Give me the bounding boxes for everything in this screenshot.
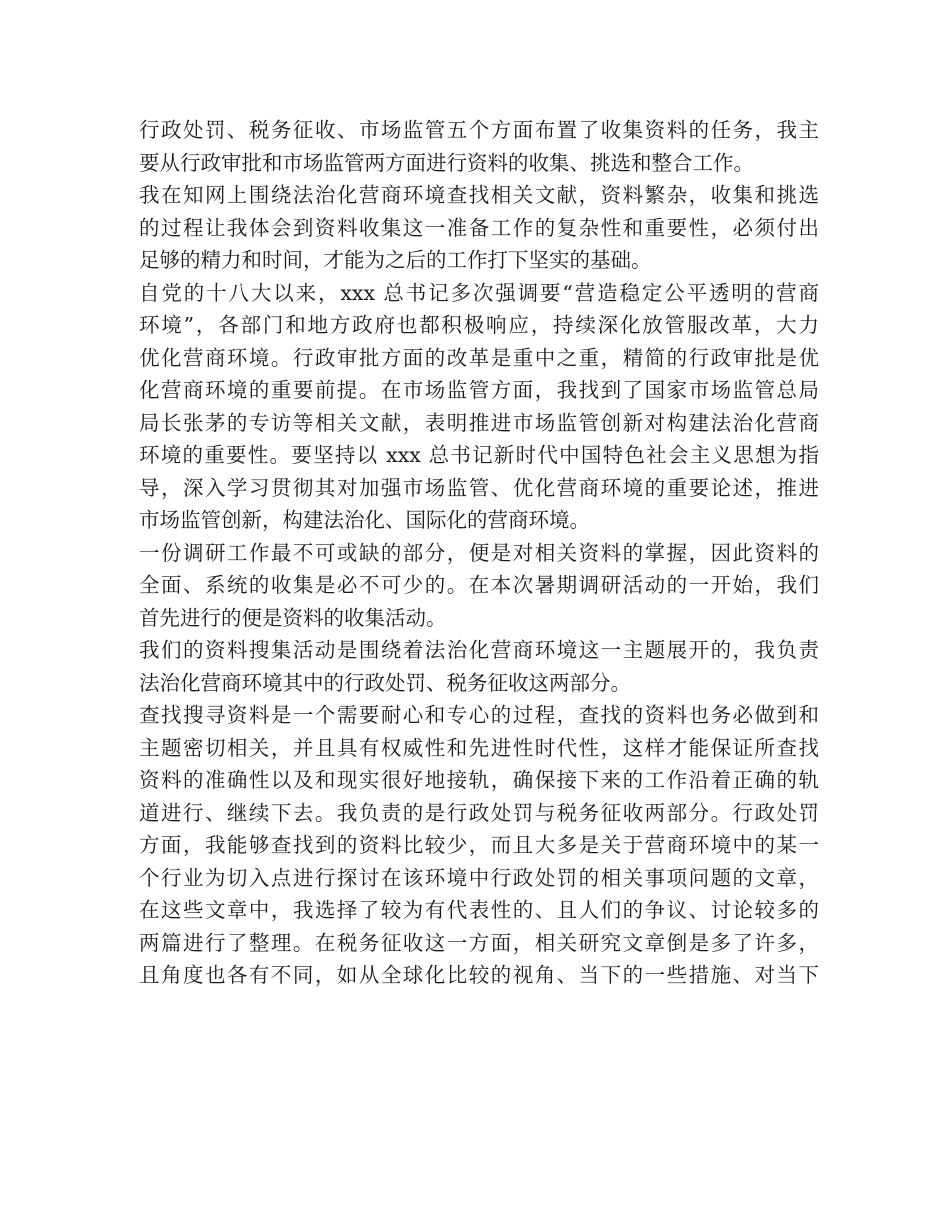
text-line: 个行业为切入点进行探讨在该环境中行政处罚的相关事项问题的文章， [139, 865, 819, 890]
text-line: 要从行政审批和市场监管两方面进行资料的收集、挑选和整合工作。 [139, 150, 754, 175]
text-line: 市场监管创新，构建法治化、国际化的营商环境。 [139, 508, 590, 532]
text-line: 主题密切相关，并且具有权威性和先进性时代性，这样才能保证所查找 [139, 735, 819, 760]
text-line: 导，深入学习贯彻其对加强市场监管、优化营商环境的重要论述，推进 [139, 475, 819, 500]
text-line: 自党的十八大以来，xxx 总书记多次强调要“营造稳定公平透明的营商 [139, 280, 819, 305]
text-line: 首先进行的便是资料的收集活动。 [139, 605, 447, 630]
document-body [139, 114, 819, 992]
text-line: 我们的资料搜集活动是围绕着法治化营商环境这一主题展开的，我负责 [139, 638, 819, 662]
text-line: 的过程让我体会到资料收集这一准备工作的复杂性和重要性，必须付出 [139, 215, 819, 240]
text-line: 我在知网上围绕法治化营商环境查找相关文献，资料繁杂，收集和挑选 [139, 183, 819, 207]
paragraph-2 [139, 179, 819, 277]
paragraph-6 [139, 699, 819, 992]
text-line: 环境”，各部门和地方政府也都积极响应，持续深化放管服改革，大力 [139, 313, 819, 337]
text-line: 查找搜寻资料是一个需要耐心和专心的过程，查找的资料也务必做到和 [139, 703, 819, 727]
paragraph-1 [139, 114, 819, 179]
text-line: 一份调研工作最不可或缺的部分，便是对相关资料的掌握，因此资料的 [139, 540, 819, 565]
paragraph-5 [139, 634, 819, 699]
text-line: 资料的准确性以及和现实很好地接轨，确保接下来的工作沿着正确的轨 [139, 768, 819, 792]
paragraph-4 [139, 537, 819, 635]
text-line: 局长张茅的专访等相关文献，表明推进市场监管创新对构建法治化营商 [139, 410, 819, 435]
text-line: 环境的重要性。要坚持以 xxx 总书记新时代中国特色社会主义思想为指 [139, 443, 819, 467]
text-line: 且角度也各有不同，如从全球化比较的视角、当下的一些措施、对当下 [139, 963, 819, 987]
text-line: 法治化营商环境其中的行政处罚、税务征收这两部分。 [139, 670, 631, 695]
text-line: 行政处罚、税务征收、市场监管五个方面布置了收集资料的任务，我主 [139, 118, 819, 142]
text-line: 足够的精力和时间，才能为之后的工作打下坚实的基础。 [139, 248, 652, 272]
text-line: 化营商环境的重要前提。在市场监管方面，我找到了国家市场监管总局 [139, 378, 819, 402]
text-line: 优化营商环境。行政审批方面的改革是重中之重，精简的行政审批是优 [139, 345, 819, 370]
text-line: 道进行、继续下去。我负责的是行政处罚与税务征收两部分。行政处罚 [139, 800, 819, 825]
paragraph-3 [139, 277, 819, 537]
text-line: 在这些文章中，我选择了较为有代表性的、且人们的争议、讨论较多的 [139, 898, 819, 922]
text-line: 全面、系统的收集是必不可少的。在本次暑期调研活动的一开始，我们 [139, 573, 819, 597]
text-line: 两篇进行了整理。在税务征收这一方面，相关研究文章倒是多了许多， [139, 930, 819, 955]
text-line: 方面，我能够查找到的资料比较少，而且大多是关于营商环境中的某一 [139, 833, 819, 857]
